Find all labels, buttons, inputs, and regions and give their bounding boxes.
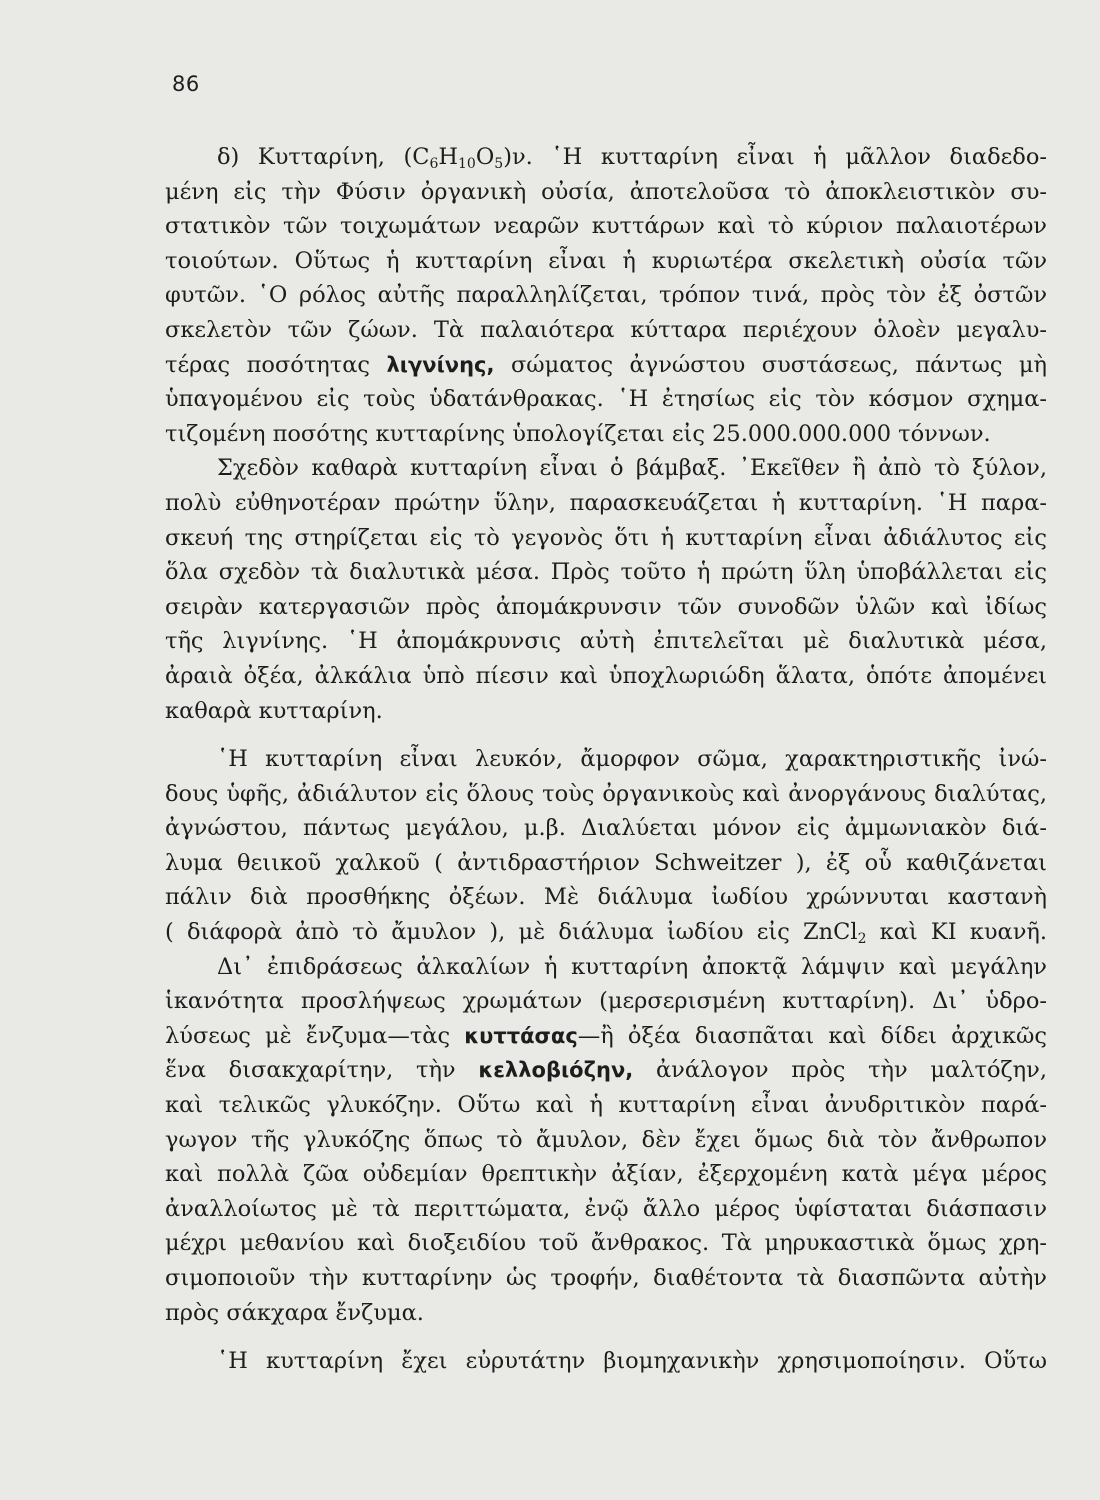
text-line: πρὸς σάκχαρα ἔνζυμα.: [165, 1299, 424, 1326]
text-run: O: [475, 144, 495, 170]
bold-term-cellobiose: κελλοβιόζην,: [478, 1058, 634, 1083]
text-line: [165, 140, 1047, 175]
text-line: σκελετὸν τῶν ζώων. Τὰ παλαιότερα κύτταρα περιέχουν ὁλοὲν μεγαλυ-: [165, 316, 1047, 343]
text-line: τοιούτων. Οὕτως ἡ κυτταρίνη εἶναι ἡ κυριωτέρα σκελετικὴ οὐσία τῶν: [165, 247, 1047, 274]
text-run: καὶ KI κυανῆ.: [866, 919, 1048, 946]
text-run: )ν. ῾Η κυτταρίνη εἶναι ἡ μᾶλλον διαδεδο-: [503, 144, 1047, 170]
text-line: καθαρὰ κυτταρίνη.: [165, 697, 383, 724]
paragraph-properties: [165, 742, 1047, 1330]
subscript: 6: [429, 156, 439, 172]
text-line: ἱκανότητα προσλήψεως χρωμάτων (μερσερισμένη κυτταρίνη). Δι᾿ ὑδρο-: [165, 988, 1047, 1015]
text-line: ἀγνώστου, πάντως μεγάλου, μ.β. Διαλύεται μόνον εἰς ἀμμωνιακὸν διά-: [165, 815, 1047, 842]
text-line: [165, 915, 1047, 950]
bold-term-cellulases: κυττάσας: [464, 1023, 578, 1048]
subscript: 5: [494, 156, 504, 172]
page-number: 86: [172, 72, 200, 96]
text-line: σιμοποιοῦν τὴν κυτταρίνην ὡς τροφήν, διαθέτοντα τὰ διασπῶντα αὐτὴν: [165, 1265, 1047, 1291]
text-line: μένη εἰς τὴν Φύσιν ὀργανικὴ οὐσία, ἀποτελοῦσα τὸ ἀποκλειστικὸν συ-: [165, 178, 1047, 205]
text-run: H: [438, 144, 458, 170]
text-line: [165, 348, 1047, 383]
text-line: ῾Η κυτταρίνη ἔχει εὐρυτάτην βιομηχανικὴν χρησιμοποίησιν. Οὕτω: [217, 1348, 1047, 1375]
text-run: σώματος ἀγνώστου συστάσεως, πάντως μὴ: [494, 351, 1048, 378]
bold-term-lignin: λιγνίνης,: [386, 352, 495, 377]
text-line: [165, 1019, 1047, 1054]
text-run: ἕνα δισακχαρίτην, τὴν: [165, 1057, 479, 1084]
text-line: τῆς λιγνίνης. ῾Η ἀπομάκρυνσις αὐτὴ ἐπιτελεῖται μὲ διαλυτικὰ μέσα,: [165, 628, 1047, 655]
paragraph-cellulose-intro: [165, 140, 1047, 728]
text-line: καὶ τελικῶς γλυκόζην. Οὕτω καὶ ἡ κυτταρίνη εἶναι ἀνυδριτικὸν παρά-: [165, 1092, 1047, 1119]
text-line: ἀραιὰ ὀξέα, ἀλκάλια ὑπὸ πίεσιν καὶ ὑποχλωριώδη ἅλατα, ὁπότε ἀπομένει: [165, 662, 1047, 689]
text-line: ὅλα σχεδὸν τὰ διαλυτικὰ μέσα. Πρὸς τοῦτο ἡ πρώτη ὕλη ὑποβάλλεται εἰς: [165, 559, 1047, 586]
text-run: λύσεως μὲ ἔνζυμα—τὰς: [165, 1022, 465, 1049]
subscript: 10: [458, 156, 476, 172]
text-line: καὶ πολλὰ ζῶα οὐδεμίαν θρεπτικὴν ἀξίαν, ἐξερχομένη κατὰ μέγα μέρος: [165, 1161, 1047, 1188]
text-run: δ) Κυτταρίνη, (C: [217, 144, 430, 170]
text-run: ( διάφορὰ ἀπὸ τὸ ἄμυλον ), μὲ διάλυμα ἰωδίου εἰς ZnCl: [165, 919, 858, 946]
text-line: τιζομένη ποσότης κυτταρίνης ὑπολογίζεται εἰς 25.000.000.000 τόννων.: [165, 420, 991, 447]
text-line: ὑπαγομένου εἰς τοὺς ὑδατάνθρακας. ῾Η ἐτησίως εἰς τὸν κόσμον σχημα-: [165, 386, 1047, 413]
text-line: πάλιν διὰ προσθήκης ὀξέων. Μὲ διάλυμα ἰωδίου χρώννυται καστανὴ: [165, 884, 1047, 911]
text-line: γωγον τῆς γλυκόζης ὅπως τὸ ἄμυλον, δὲν ἔχει ὅμως διὰ τὸν ἄνθρωπον: [165, 1126, 1047, 1153]
subscript: 2: [857, 931, 867, 948]
text-line: δους ὑφῆς, ἀδιάλυτον εἰς ὅλους τοὺς ὀργανικοὺς καὶ ἀνοργάνους διαλύτας,: [165, 780, 1047, 807]
text-run: —ἢ ὀξέα διασπᾶται καὶ δίδει ἀρχικῶς: [577, 1022, 1047, 1049]
text-line: Δι᾿ ἐπιδράσεως ἀλκαλίων ἡ κυτταρίνη ἀποκτᾷ λάμψιν καὶ μεγάλην: [217, 953, 1047, 980]
text-line: φυτῶν. ῾Ο ρόλος αὐτῆς παραλληλίζεται, τρόπον τινά, πρὸς τὸν ἐξ ὀστῶν: [165, 282, 1047, 309]
text-line: στατικὸν τῶν τοιχωμάτων νεαρῶν κυττάρων καὶ τὸ κύριον παλαιοτέρων: [165, 213, 1047, 240]
text-line: ῾Η κυτταρίνη εἶναι λευκόν, ἄμορφον σῶμα, χαρακτηριστικῆς ἰνώ-: [217, 746, 1047, 773]
body-text: [165, 140, 1047, 1379]
text-line: [165, 1053, 1047, 1088]
text-line: λυμα θειικοῦ χαλκοῦ ( ἀντιδραστήριον Schweitzer ), ἐξ οὗ καθιζάνεται: [165, 849, 1047, 876]
text-run: ἀνάλογον πρὸς τὴν μαλτόζην,: [633, 1057, 1047, 1084]
text-run: τέρας ποσότητας: [165, 351, 387, 378]
text-line: σκευή της στηρίζεται εἰς τὸ γεγονὸς ὅτι ἡ κυτταρίνη εἶναι ἀδιάλυτος εἰς: [165, 524, 1047, 551]
text-line: μέχρι μεθανίου καὶ διοξειδίου τοῦ ἄνθρακος. Τὰ μηρυκαστικὰ ὅμως χρη-: [165, 1230, 1047, 1257]
paragraph-industrial-use: [165, 1344, 1047, 1379]
text-line: ἀναλλοίωτος μὲ τὰ περιττώματα, ἐνῷ ἄλλο μέρος ὑφίσταται διάσπασιν: [165, 1195, 1047, 1222]
text-line: σειρὰν κατεργασιῶν πρὸς ἀπομάκρυνσιν τῶν συνοδῶν ὑλῶν καὶ ἰδίως: [165, 593, 1047, 620]
text-line: Σχεδὸν καθαρὰ κυτταρίνη εἶναι ὁ βάμβαξ. ᾿Εκεῖθεν ἢ ἀπὸ τὸ ξύλον,: [217, 455, 1047, 482]
text-line: πολὺ εὐθηνοτέραν πρώτην ὕλην, παρασκευάζεται ἡ κυτταρίνη. ῾Η παρα-: [165, 489, 1047, 516]
